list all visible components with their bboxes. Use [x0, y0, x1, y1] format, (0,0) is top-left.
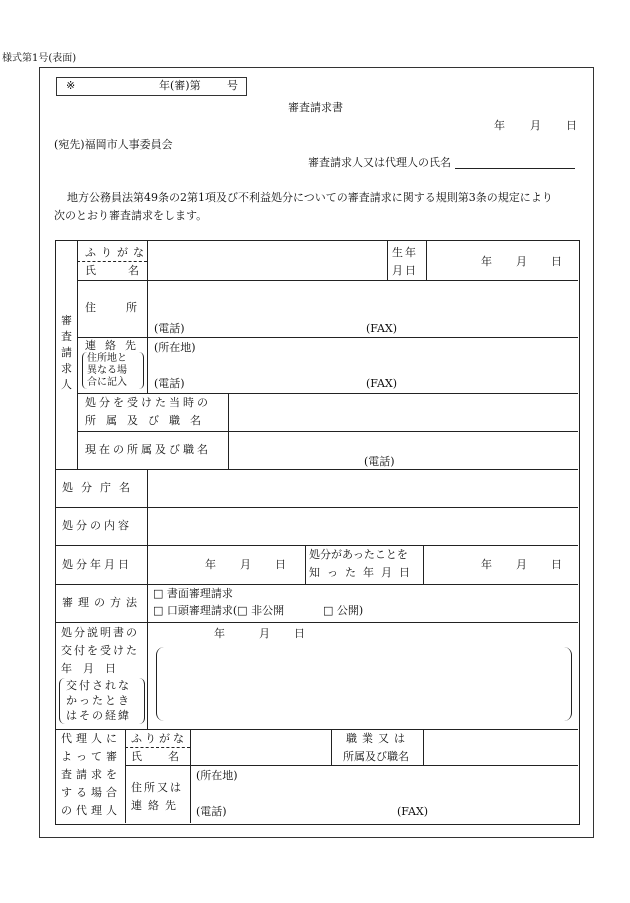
agent-phone: (電話) — [196, 805, 227, 818]
oral-public-checkbox[interactable]: □ 公開) — [323, 604, 364, 617]
agent-label-1: 代理人に — [61, 732, 121, 745]
address-label: 住所 — [85, 301, 167, 314]
date-month: 月 — [530, 119, 541, 132]
receipt-year-label: 年(審)第 — [159, 79, 201, 92]
requester-label-0: 審 — [61, 314, 72, 327]
form-number: 様式第1号(表面) — [2, 53, 77, 64]
agent-name-label: 氏名 — [131, 750, 205, 763]
explanation-year: 年 — [214, 627, 225, 640]
written-review-checkbox[interactable]: □ 書面審理請求 — [153, 587, 233, 600]
past-post-label-1: 処分を受けた当時の — [85, 396, 211, 409]
known-date-label-2: 知った年月日 — [309, 566, 417, 579]
explanation-note-2: かったとき — [66, 694, 131, 707]
form-title: 審査請求書 — [288, 101, 343, 114]
agent-occupation-label-1: 職業又は — [346, 732, 410, 745]
disposition-date-label: 処分年月日 — [62, 558, 132, 571]
known-month: 月 — [516, 558, 527, 571]
contact-note-2: 異なる場 — [87, 365, 127, 376]
past-post-label-2: 所属及び職名 — [85, 414, 211, 427]
agent-furigana-label: ふりがな — [131, 732, 187, 745]
addressee: (宛先)福岡市人事委員会 — [54, 138, 173, 151]
date-day: 日 — [566, 119, 577, 132]
receipt-box — [56, 77, 247, 96]
agent-label-3: 査請求を — [61, 768, 121, 781]
requester-name-label: 審査請求人又は代理人の氏名 — [308, 156, 451, 169]
birth-year: 年 — [481, 255, 492, 268]
explanation-month: 月 — [259, 627, 270, 640]
past-post-field[interactable] — [229, 394, 577, 430]
known-year: 年 — [481, 558, 492, 571]
birth-label-2: 月日 — [392, 264, 418, 277]
disposing-agency-field[interactable] — [148, 470, 577, 506]
agent-occupation-label-2: 所属及び職名 — [343, 750, 409, 763]
address-phone: (電話) — [154, 322, 185, 335]
known-day: 日 — [551, 558, 562, 571]
disposition-month: 月 — [240, 558, 251, 571]
furigana-label: ふりがな — [85, 246, 149, 259]
address-fax: (FAX) — [366, 322, 398, 335]
explanation-note-1: 交付されな — [66, 679, 131, 692]
review-method-label: 審理の方法 — [62, 596, 142, 609]
contact-note-3: 合に記入 — [87, 377, 127, 388]
requester-label-2: 請 — [61, 346, 72, 359]
agent-label-5: の代理人 — [61, 804, 121, 817]
receipt-number-label: 号 — [227, 79, 238, 92]
intro-line-2: 次のとおり審査請求をします。 — [54, 209, 208, 222]
disposing-agency-label: 処分庁名 — [62, 481, 138, 494]
name-field[interactable] — [148, 241, 386, 279]
agent-fax: (FAX) — [397, 805, 429, 818]
agent-occupation-field[interactable] — [424, 730, 577, 764]
receipt-mark: ※ — [66, 79, 76, 92]
requester-name-line[interactable] — [455, 168, 575, 169]
explanation-note-3: はその経緯 — [66, 709, 131, 722]
explanation-day: 日 — [294, 627, 305, 640]
explanation-field[interactable] — [156, 647, 572, 721]
explanation-label-3: 年 月 日 — [61, 662, 116, 675]
disposition-content-label: 処分の内容 — [62, 519, 132, 532]
requester-label-4: 人 — [61, 378, 72, 391]
agent-location: (所在地) — [196, 769, 238, 782]
disposition-day: 日 — [275, 558, 286, 571]
contact-phone: (電話) — [154, 377, 185, 390]
current-post-label: 現在の所属及び職名 — [85, 443, 211, 456]
agent-name-field[interactable] — [191, 730, 330, 764]
contact-fax: (FAX) — [366, 377, 398, 390]
oral-review-checkbox[interactable]: □ 口頭審理請求(□ 非公開 — [153, 604, 285, 617]
agent-address-label-1: 住所又は — [131, 781, 183, 794]
date-year: 年 — [494, 119, 505, 132]
requester-label-3: 求 — [61, 362, 72, 375]
intro-line-1: 地方公務員法第49条の2第1項及び不利益処分についての審査請求に関する規則第3条の規定により — [67, 191, 553, 204]
known-date-label-1: 処分があったことを — [309, 548, 408, 561]
current-post-phone: (電話) — [364, 455, 395, 468]
disposition-content-field[interactable] — [148, 508, 577, 544]
disposition-year: 年 — [205, 558, 216, 571]
contact-location: (所在地) — [154, 341, 196, 354]
explanation-label-2: 交付を受けた — [61, 644, 139, 657]
explanation-label-1: 処分説明書の — [61, 626, 139, 639]
birth-day: 日 — [551, 255, 562, 268]
name-label: 氏名 — [85, 264, 171, 277]
birth-month: 月 — [516, 255, 527, 268]
agent-label-2: よって審 — [61, 750, 121, 763]
contact-label: 連絡先 — [85, 339, 145, 352]
contact-note-1: 住所地と — [87, 353, 127, 364]
agent-address-label-2: 連絡先 — [131, 799, 182, 812]
requester-label-1: 査 — [61, 330, 72, 343]
agent-label-4: する場合 — [61, 786, 121, 799]
birth-label-1: 生年 — [392, 246, 418, 259]
